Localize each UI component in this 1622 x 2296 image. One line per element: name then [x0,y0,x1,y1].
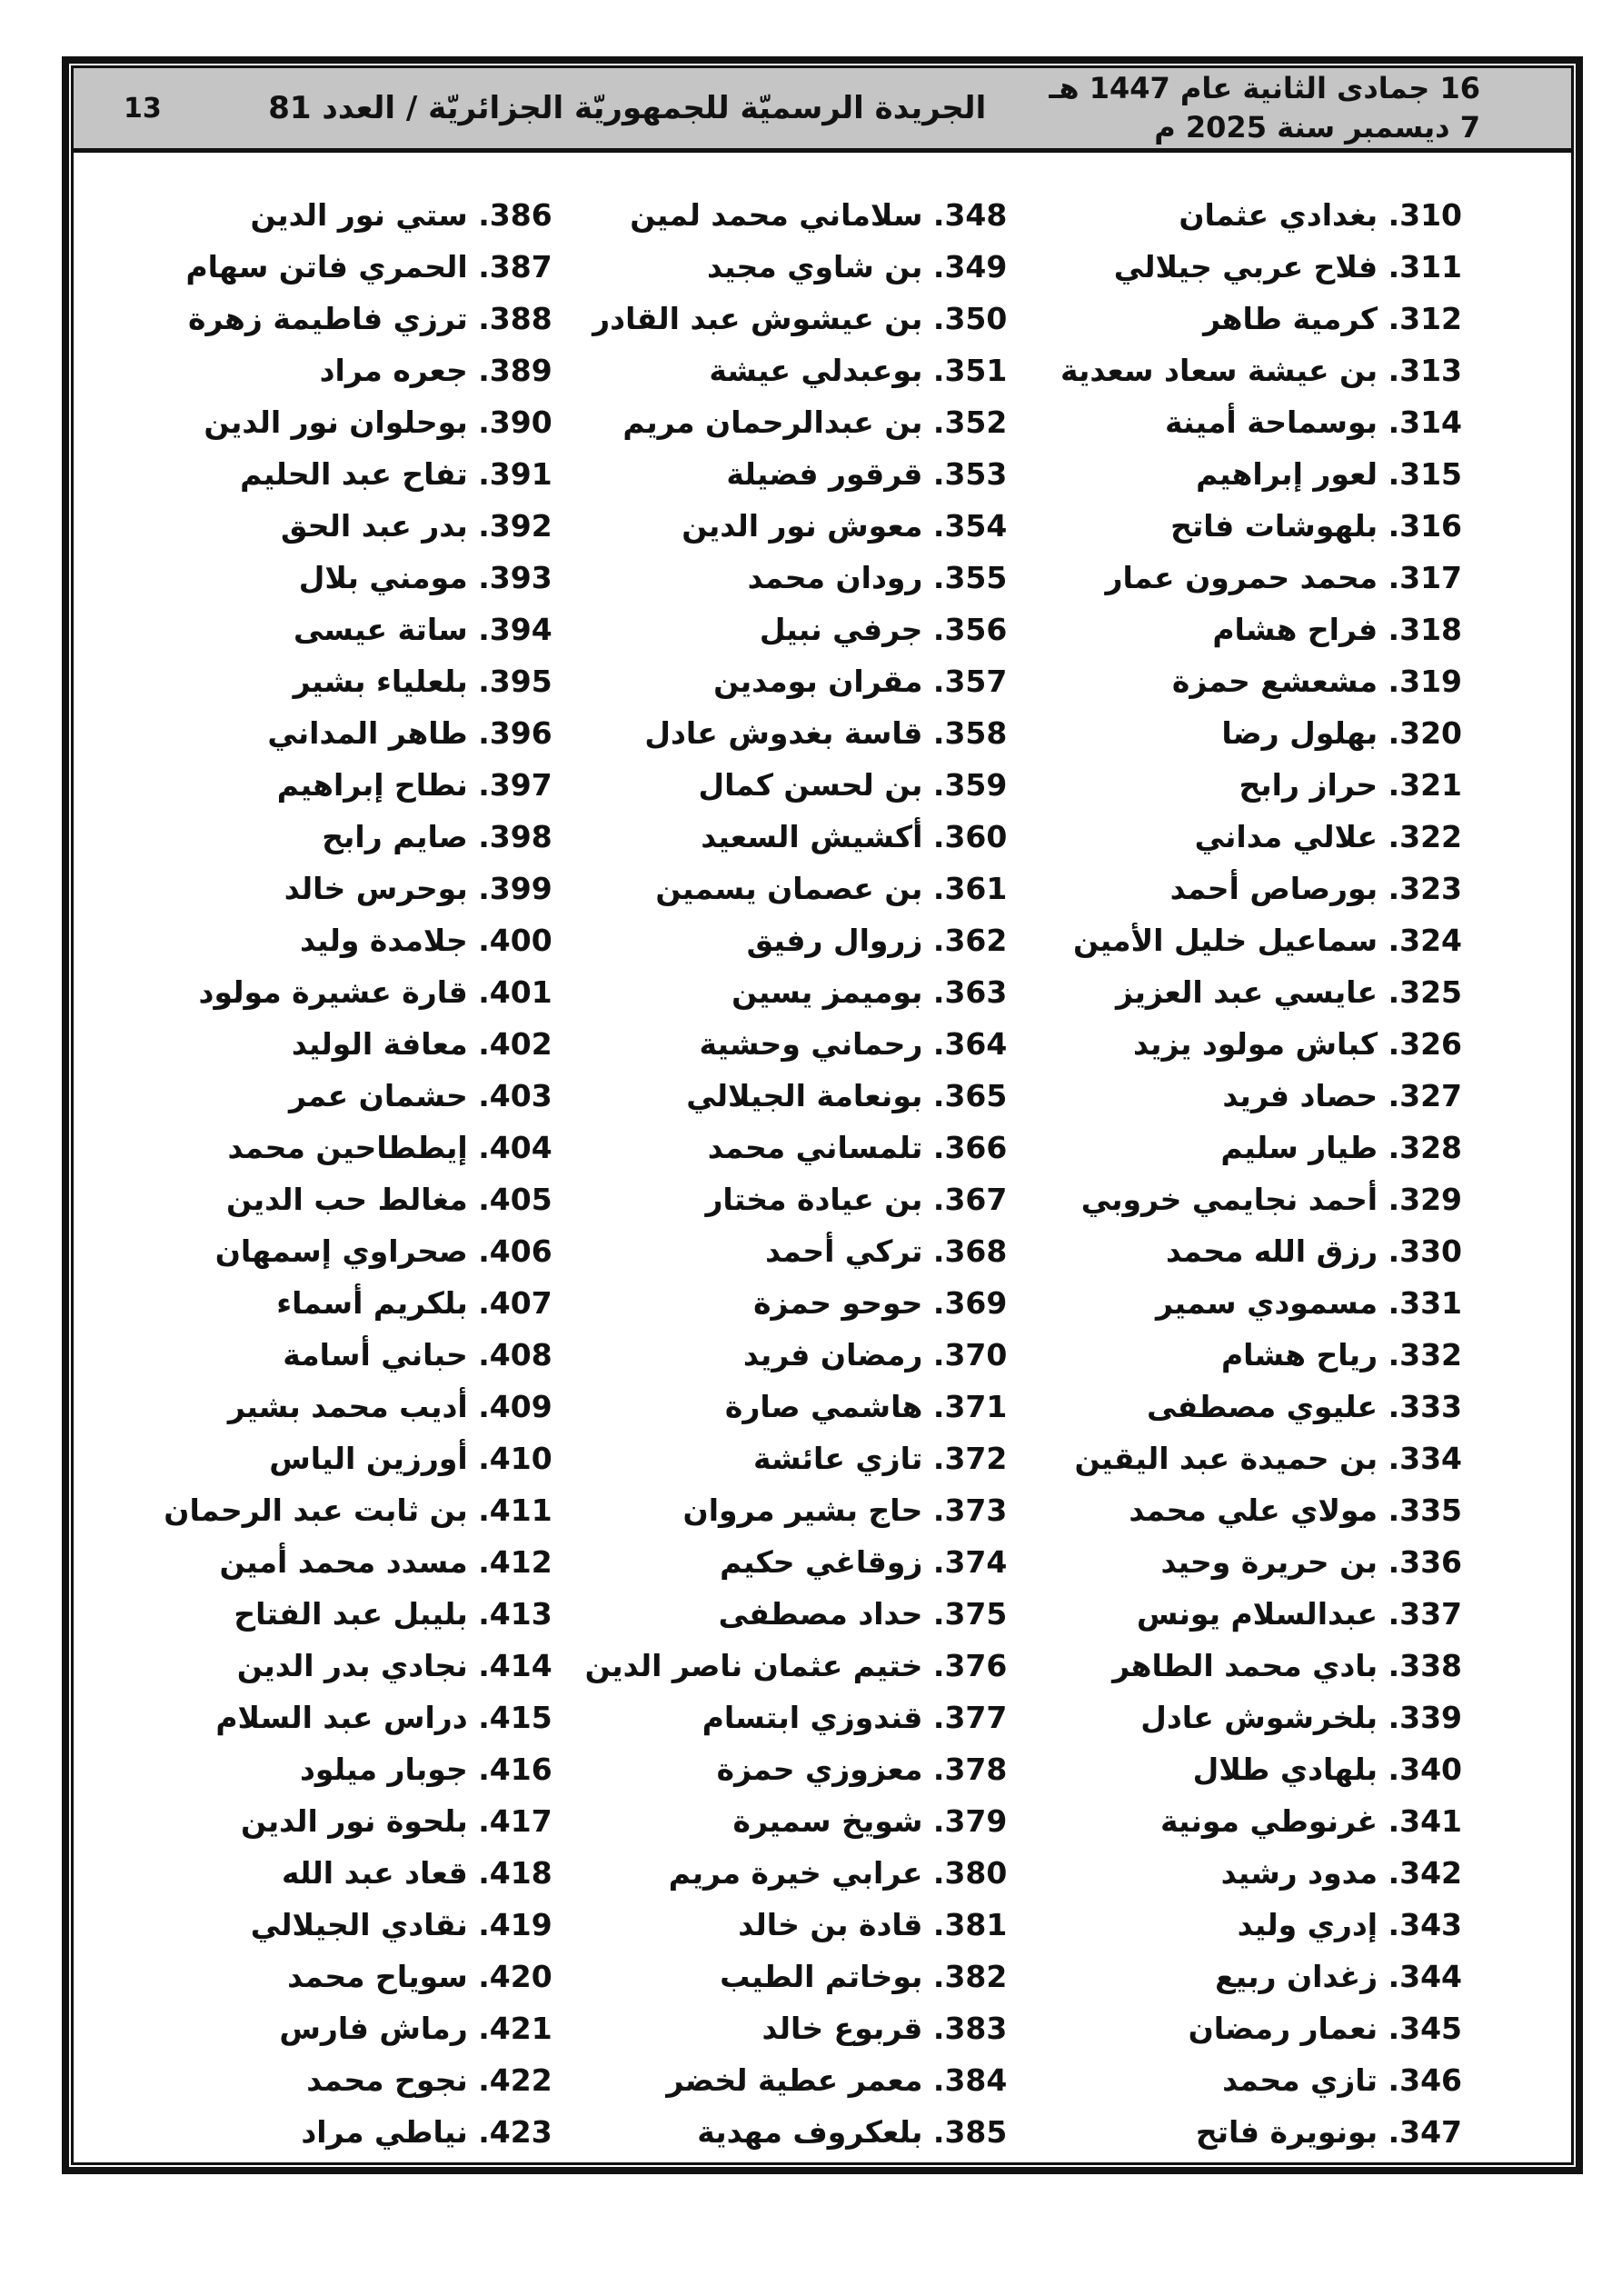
list-item: 321. حراز رابح [1239,767,1462,803]
list-item: 391. تفاح عبد الحليم [240,456,552,492]
list-item: 352. بن عبدالرحمان مريم [622,404,1008,440]
list-item: 357. مقران بومدين [713,664,1008,699]
list-item: 339. بلخرشوش عادل [1140,1700,1462,1735]
list-item: 398. صايم رابح [322,819,552,854]
list-item: 423. نياطي مراد [301,2114,552,2150]
list-item: 355. رودان محمد [747,560,1008,595]
list-item: 330. رزق الله محمد [1166,1233,1462,1269]
list-item: 399. بوحرس خالد [284,871,552,906]
list-item: 335. مولاي علي محمد [1129,1492,1462,1528]
list-item: 324. سماعيل خليل الأمين [1073,923,1462,958]
list-item: 364. رحماني وحشية [699,1026,1008,1062]
list-item: 325. عايسي عبد العزيز [1115,974,1462,1010]
list-item: 311. فلاح عربي جيلالي [1113,249,1462,285]
list-item: 422. نجوح محمد [306,2062,552,2098]
list-item: 387. الحمري فاتن سهام [185,249,552,285]
list-item: 341. غرنوطي مونية [1159,1803,1462,1839]
list-item: 328. طيار سليم [1220,1130,1462,1165]
list-item: 359. بن لحسن كمال [698,767,1008,803]
list-item: 318. فراح هشام [1212,612,1462,647]
list-item: 365. بونعامة الجيلالي [686,1078,1008,1113]
list-item: 310. بغدادي عثمان [1179,197,1462,233]
list-item: 396. طاهر المداني [267,715,552,751]
list-item: 379. شويخ سميرة [732,1803,1008,1839]
list-item: 343. إدري وليد [1237,1907,1462,1942]
list-item: 366. تلمساني محمد [707,1130,1008,1165]
list-item: 376. ختيم عثمان ناصر الدين [584,1648,1008,1683]
list-item: 418. قعاد عبد الله [281,1855,552,1891]
list-item: 348. سلاماني محمد لمين [630,197,1008,233]
list-item: 331. مسمودي سمير [1156,1285,1462,1321]
list-item: 338. بادي محمد الطاهر [1112,1648,1462,1683]
list-item: 413. بليبل عبد الفتاح [234,1596,552,1632]
list-item: 342. مدود رشيد [1220,1855,1462,1891]
list-item: 360. أكشيش السعيد [701,819,1008,854]
list-item: 420. سوياح محمد [287,1959,552,1994]
list-item: 337. عبدالسلام يونس [1136,1596,1462,1632]
list-item: 319. مشعشع حمزة [1171,664,1462,699]
list-item: 394. ساتة عيسى [294,612,552,647]
list-item: 351. بوعبدلي عيشة [709,353,1008,388]
list-item: 415. دراس عبد السلام [215,1700,552,1735]
list-item: 385. بلعكروف مهدية [697,2114,1008,2150]
hijri-date: 16 جمادى الثانية عام 1447 هـ [1049,71,1480,105]
list-item: 414. نجادي بدر الدين [236,1648,552,1683]
list-column-left [110,189,552,2162]
list-item: 404. إيططاحين محمد [227,1130,552,1165]
names-list [74,153,1571,2162]
list-item: 417. بلحوة نور الدين [241,1803,552,1839]
list-item: 402. معافة الوليد [291,1026,552,1062]
list-item: 317. محمد حمرون عمار [1105,560,1462,595]
list-item: 395. بلعلياء بشير [293,664,552,699]
list-item: 362. زروال رفيق [746,923,1008,958]
list-item: 334. بن حميدة عبد اليقين [1074,1441,1462,1476]
list-item: 336. بن حريرة وحيد [1160,1544,1462,1580]
list-item: 345. نعمار رمضان [1188,2011,1462,2046]
list-item: 411. بن ثابت عبد الرحمان [164,1492,552,1528]
list-item: 393. مومني بلال [298,560,552,595]
list-item: 374. زوقاغي حكيم [720,1544,1008,1580]
list-item: 403. حشمان عمر [289,1078,552,1113]
list-item: 381. قادة بن خالد [738,1907,1008,1942]
list-item: 361. بن عصمان يسمين [655,871,1008,906]
page-header [74,68,1571,153]
list-item: 363. بوميمز يسين [731,974,1008,1010]
list-item: 316. بلهوشات فاتح [1170,508,1462,544]
list-column-middle [565,189,1008,2162]
list-item: 397. نطاح إبراهيم [276,767,552,803]
list-item: 358. قاسة بغدوش عادل [644,715,1008,751]
list-item: 323. بورصاص أحمد [1169,871,1462,906]
list-item: 372. تازي عائشة [752,1441,1008,1476]
list-item: 416. جوبار ميلود [300,1752,552,1787]
list-item: 313. بن عيشة سعاد سعدية [1060,353,1462,388]
list-item: 314. بوسماحة أمينة [1165,404,1462,440]
list-item: 332. رياح هشام [1220,1337,1462,1373]
list-item: 349. بن شاوي مجيد [706,249,1008,285]
list-item: 344. زغدان ربيع [1215,1959,1462,1994]
list-item: 390. بوحلوان نور الدين [204,404,552,440]
list-item: 333. عليوي مصطفى [1146,1389,1462,1424]
page-title: الجريدة الرسميّة للجمهوريّة الجزائريّة / العدد 81 [268,90,987,126]
list-item: 329. أحمد نجايمي خروبي [1080,1182,1462,1217]
list-item: 382. بوخاتم الطيب [720,1959,1008,1994]
list-item: 356. جرفي نبيل [759,612,1008,647]
list-item: 373. حاج بشير مروان [682,1492,1008,1528]
list-item: 378. معزوزي حمزة [716,1752,1008,1787]
list-item: 367. بن عيادة مختار [705,1182,1008,1217]
list-item: 377. قندوزي ابتسام [702,1700,1008,1735]
list-item: 353. قرقور فضيلة [726,456,1008,492]
page-frame [62,56,1583,2174]
list-item: 375. حداد مصطفى [718,1596,1008,1632]
list-item: 350. بن عيشوش عبد القادر [592,301,1008,336]
list-item: 368. تركي أحمد [765,1233,1008,1269]
list-item: 400. جلامدة وليد [300,923,552,958]
list-item: 347. بونويرة فاتح [1195,2114,1462,2150]
list-item: 383. قربوع خالد [761,2011,1008,2046]
list-item: 371. هاشمي صارة [724,1389,1008,1424]
list-item: 401. قارة عشيرة مولود [198,974,552,1010]
header-dates [1049,69,1480,147]
list-item: 315. لعور إبراهيم [1196,456,1462,492]
list-item: 326. كباش مولود يزيد [1133,1026,1462,1062]
list-item: 409. أديب محمد بشير [227,1389,552,1424]
list-item: 410. أورزين الياس [269,1441,552,1476]
list-item: 354. معوش نور الدين [682,508,1008,544]
page-frame-inner [71,65,1574,2165]
list-item: 370. رمضان فريد [742,1337,1008,1373]
list-item: 322. علالي مداني [1194,819,1462,854]
list-item: 346. تازي محمد [1222,2062,1462,2098]
list-item: 407. بلكريم أسماء [276,1285,552,1321]
list-item: 388. ترزي فاطيمة زهرة [188,301,552,336]
list-item: 384. معمر عطية لخضر [666,2062,1008,2098]
list-item: 406. صحراوي إسمهان [214,1233,552,1269]
list-item: 389. جعره مراد [319,353,552,388]
list-item: 421. رماش فارس [279,2011,552,2046]
list-item: 327. حصاد فريد [1222,1078,1462,1113]
list-item: 320. بهلول رضا [1221,715,1462,751]
list-item: 405. مغالط حب الدين [226,1182,552,1217]
list-item: 369. حوحو حمزة [753,1285,1008,1321]
list-item: 380. عرابي خيرة مريم [668,1855,1008,1891]
list-column-right [1020,189,1462,2162]
list-item: 419. نقادي الجيلالي [250,1907,552,1942]
list-item: 412. مسدد محمد أمين [219,1544,552,1580]
page-number: 13 [124,92,162,125]
list-item: 386. ستي نور الدين [250,197,552,233]
list-item: 340. بلهادي طلال [1192,1752,1462,1787]
list-item: 312. كرمية طاهر [1203,301,1462,336]
list-item: 392. بدر عبد الحق [281,508,552,544]
list-item: 408. حباني أسامة [283,1337,552,1373]
gregorian-date: 7 ديسمبر سنة 2025 م [1154,110,1480,145]
